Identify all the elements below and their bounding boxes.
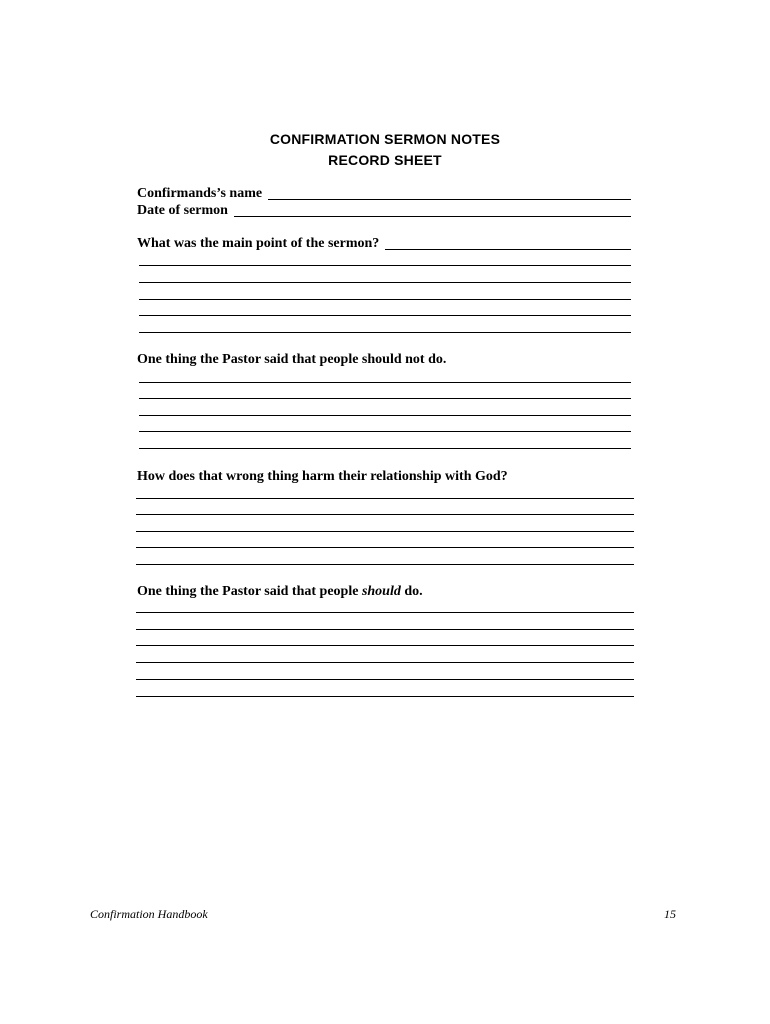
should-do-answer-line[interactable]: [136, 645, 634, 646]
date-field-row[interactable]: [137, 203, 631, 219]
harm-answer-line[interactable]: [136, 531, 634, 532]
main-point-answer-line[interactable]: [139, 282, 631, 283]
should-do-text-end: do.: [400, 584, 423, 599]
date-field-line[interactable]: [234, 215, 631, 217]
name-field-row[interactable]: [137, 186, 631, 202]
main-point-answer-line[interactable]: [385, 248, 631, 250]
page-subtitle: RECORD SHEET: [328, 152, 442, 168]
should-do-answer-line[interactable]: [136, 696, 634, 697]
harm-answer-line[interactable]: [136, 547, 634, 548]
name-field-line[interactable]: [268, 198, 631, 200]
main-point-question: What was the main point of the sermon?: [137, 236, 380, 251]
name-field-label: Confirmands’s name: [137, 186, 263, 201]
should-not-do-question: One thing the Pastor said that people should not do.: [137, 352, 447, 367]
main-point-answer-line[interactable]: [139, 315, 631, 316]
main-point-answer-line[interactable]: [139, 265, 631, 266]
should-do-question: [137, 584, 423, 600]
should-do-answer-line[interactable]: [136, 612, 634, 613]
should-not-do-answer-line[interactable]: [139, 382, 631, 383]
page-title: CONFIRMATION SERMON NOTES: [269, 131, 501, 147]
page-number: 15: [664, 907, 676, 921]
footer-handbook-title: Confirmation Handbook: [90, 907, 208, 921]
harm-question: How does that wrong thing harm their relationship with God?: [137, 469, 508, 484]
should-do-text-start: One thing the Pastor said that people: [137, 584, 362, 599]
harm-answer-line[interactable]: [136, 564, 634, 565]
should-not-do-answer-line[interactable]: [139, 431, 631, 432]
harm-answer-line[interactable]: [136, 514, 634, 515]
should-not-do-answer-line[interactable]: [139, 448, 631, 449]
should-do-answer-line[interactable]: [136, 679, 634, 680]
harm-answer-line[interactable]: [136, 498, 634, 499]
should-do-answer-line[interactable]: [136, 662, 634, 663]
main-point-answer-line[interactable]: [139, 299, 631, 300]
date-field-label: Date of sermon: [137, 203, 228, 218]
should-do-emphasis: should: [361, 584, 401, 599]
main-point-row[interactable]: [137, 236, 631, 252]
main-point-answer-line[interactable]: [139, 332, 631, 333]
should-do-answer-line[interactable]: [136, 629, 634, 630]
should-not-do-answer-line[interactable]: [139, 415, 631, 416]
should-not-do-answer-line[interactable]: [139, 398, 631, 399]
